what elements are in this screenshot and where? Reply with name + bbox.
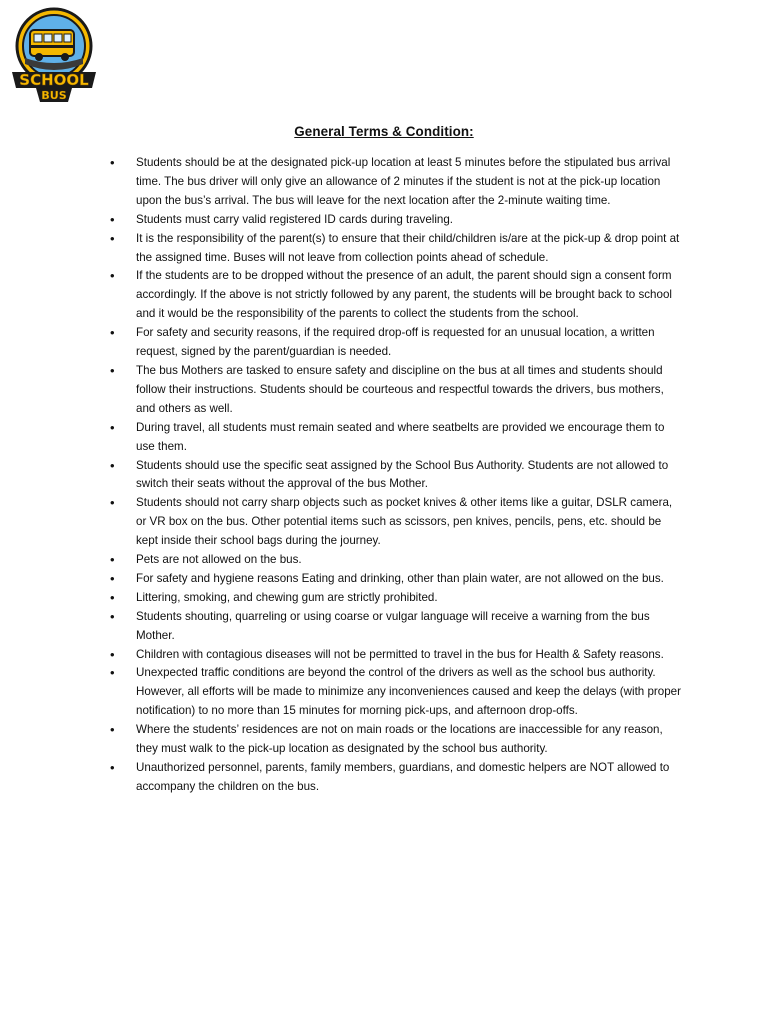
logo-school-text: SCHOOL xyxy=(19,71,89,89)
term-text: Littering, smoking, and chewing gum are strictly prohibited. xyxy=(136,590,438,604)
bullet-icon: • xyxy=(110,608,115,624)
term-text: It is the responsibility of the parent(s) to ensure that their child/children is/are at the pick-up & drop point at the assigned time. Buses will not leave from collection points ahead of schedule. xyxy=(136,231,680,264)
bullet-icon: • xyxy=(110,155,115,170)
term-item xyxy=(110,664,682,721)
term-item xyxy=(110,457,682,495)
term-text: Students should use the specific seat assigned by the School Bus Authority. Students are not allowed to switch their seats without the approval of the bus Mother. xyxy=(136,458,669,491)
term-item xyxy=(110,551,682,570)
bullet-icon: • xyxy=(110,760,115,775)
bullet-icon: • xyxy=(110,211,115,227)
bullet-icon: • xyxy=(110,325,115,341)
term-text: Students must carry valid registered ID cards during traveling. xyxy=(136,212,454,226)
term-text: Students should not carry sharp objects such as pocket knives & other items like a guitar, DSLR camera, or VR box on the bus. Other potential items such as scissors, pen knives, pencils, pens, etc. should be kept inside their school bags during the journey. xyxy=(136,496,673,548)
term-text: For safety and security reasons, if the required drop-off is requested for an unusual location, a written request, signed by the parent/guardian is needed. xyxy=(136,326,655,359)
bullet-icon: • xyxy=(110,362,115,378)
term-text: Where the students’ residences are not on main roads or the locations are inaccessible for any reason, they must walk to the pick-up location as designated by the school bus authority. xyxy=(136,723,663,756)
school-bus-logo xyxy=(8,6,100,106)
term-text: Children with contagious diseases will not be permitted to travel in the bus for Health & Safety reasons. xyxy=(136,647,664,661)
term-item xyxy=(110,589,682,608)
document-title: General Terms & Condition: xyxy=(294,124,474,139)
term-text: During travel, all students must remain seated and where seatbelts are provided we encourage them to use them. xyxy=(136,420,665,453)
term-item xyxy=(110,230,682,268)
term-text: If the students are to be dropped without the presence of an adult, the parent should sign a consent form accordingly. If the above is not strictly followed by any parent, the students will be brought back to school and it would be the responsibility of the parents to collect the students from the school. xyxy=(136,269,672,321)
bullet-icon: • xyxy=(110,230,115,246)
bullet-icon: • xyxy=(110,457,115,473)
term-text: Unexpected traffic conditions are beyond the control of the drivers as well as the school bus authority. However, all efforts will be made to minimize any inconveniences caused and keep the delays (with proper notification) to no more than 15 minutes for morning pick-ups, and afternoon drop-offs. xyxy=(136,666,681,718)
term-text: For safety and hygiene reasons Eating and drinking, other than plain water, are not allowed on the bus. xyxy=(136,571,664,585)
term-item xyxy=(110,608,682,646)
bullet-icon: • xyxy=(110,589,115,605)
bullet-icon: • xyxy=(110,646,115,662)
term-item xyxy=(110,362,682,419)
term-item xyxy=(110,419,682,457)
term-item xyxy=(110,154,682,211)
term-item xyxy=(110,494,682,551)
term-item xyxy=(110,324,682,362)
term-text: The bus Mothers are tasked to ensure safety and discipline on the bus at all times and students should follow their instructions. Students should be courteous and respectful towards the drivers, bus mothers, and others as well. xyxy=(136,363,664,415)
term-item xyxy=(110,570,682,589)
bullet-icon: • xyxy=(110,419,115,435)
bullet-icon: • xyxy=(110,268,115,284)
bullet-icon: • xyxy=(110,552,115,568)
term-item xyxy=(110,211,682,230)
logo-bus-text: BUS xyxy=(41,89,67,102)
bullet-icon: • xyxy=(110,495,115,511)
term-text: Students should be at the designated pick-up location at least 5 minutes before the stipulated bus arrival time. The bus driver will only give an allowance of 2 minutes if the student is not at the pick-up location upon the bus’s arrival. The bus will leave for the next location after the 2-minute waiting time. xyxy=(136,156,671,207)
bullet-icon: • xyxy=(110,722,115,738)
bullet-icon: • xyxy=(110,665,115,681)
term-item xyxy=(110,721,682,759)
school-bus-logo-icon xyxy=(8,6,100,106)
terms-list xyxy=(110,154,682,797)
term-text: Unauthorized personnel, parents, family members, guardians, and domestic helpers are NOT allowed to accompany the children on the bus. xyxy=(136,761,670,793)
term-item xyxy=(110,759,682,797)
term-item xyxy=(110,646,682,665)
bullet-icon: • xyxy=(110,570,115,586)
term-text: Students shouting, quarreling or using coarse or vulgar language will receive a warning from the bus Mother. xyxy=(136,609,650,642)
term-item xyxy=(110,267,682,324)
term-text: Pets are not allowed on the bus. xyxy=(136,553,302,567)
